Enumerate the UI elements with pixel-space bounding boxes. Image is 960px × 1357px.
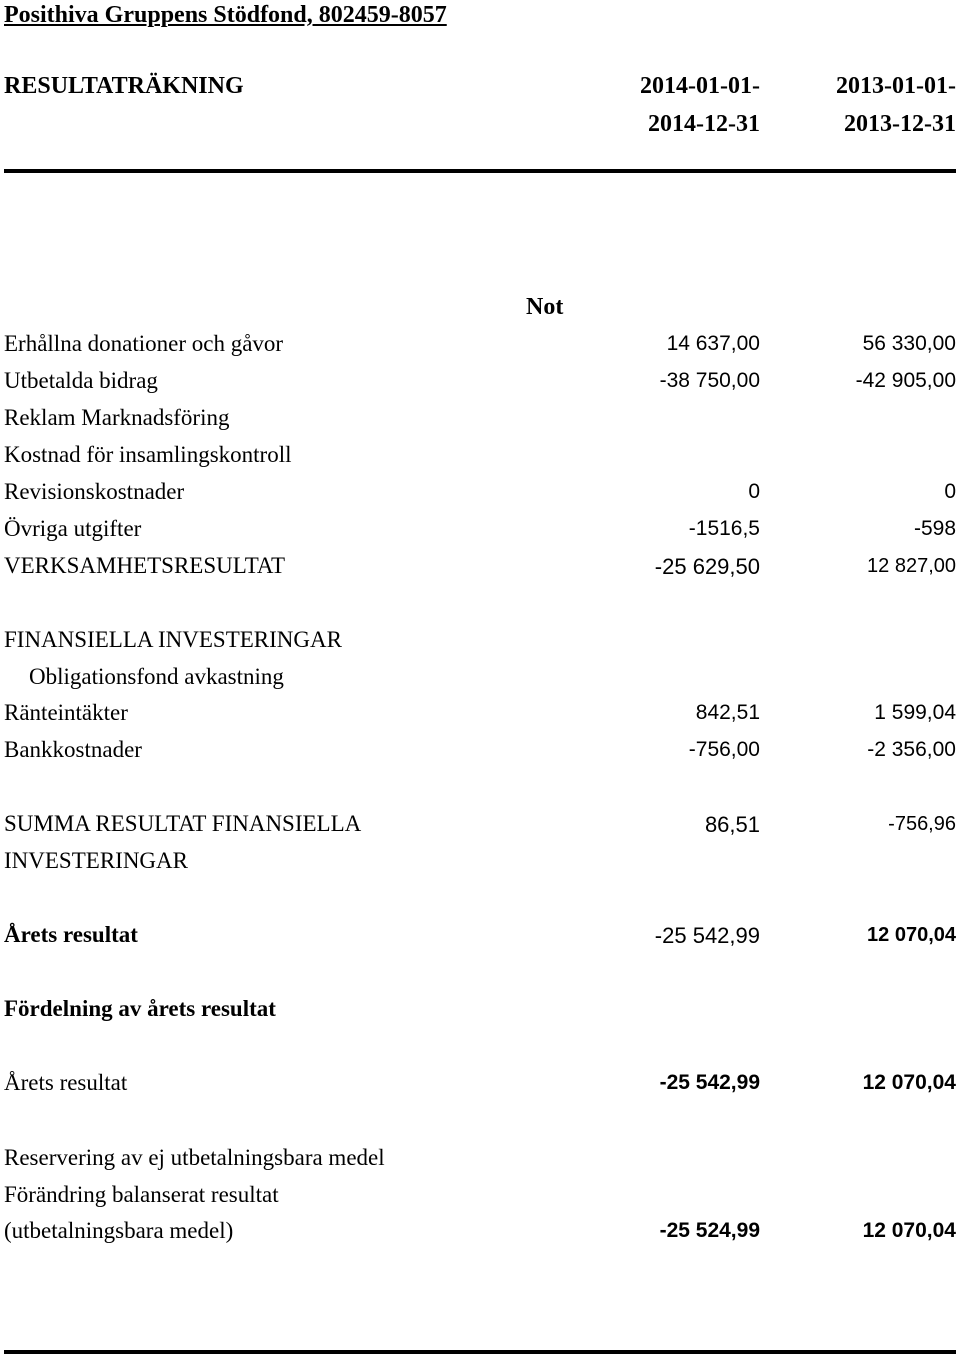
row-value-distribution-year-result-2014: -25 542,99 bbox=[659, 1071, 760, 1094]
footer-divider bbox=[4, 1350, 956, 1354]
company-title bbox=[4, 2, 447, 29]
row-value-grants-2013: -42 905,00 bbox=[855, 369, 956, 392]
row-value-change-2013: 12 070,04 bbox=[862, 1219, 956, 1242]
row-label-financial-total-line2: INVESTERINGAR bbox=[4, 848, 188, 873]
row-label-marketing: Reklam Marknadsföring bbox=[4, 405, 230, 430]
row-value-other-expenses-2014: -1516,5 bbox=[688, 517, 760, 540]
row-value-operating-result-2013: 12 827,00 bbox=[867, 555, 956, 577]
financial-investments-heading: FINANSIELLA INVESTERINGAR bbox=[4, 627, 342, 652]
row-value-interest-income-2013: 1 599,04 bbox=[874, 701, 956, 724]
period1-start: 2014-01-01- bbox=[640, 73, 760, 99]
row-value-other-expenses-2013: -598 bbox=[913, 517, 956, 540]
row-value-donations-2013: 56 330,00 bbox=[862, 332, 956, 355]
period1-end: 2014-12-31 bbox=[648, 111, 760, 137]
row-value-operating-result-2014: -25 629,50 bbox=[654, 554, 760, 579]
row-label-change-line1: Förändring balanserat resultat bbox=[4, 1182, 279, 1207]
row-label-change-line2: (utbetalningsbara medel) bbox=[4, 1218, 234, 1243]
note-column-header: Not bbox=[526, 294, 564, 320]
period2-end: 2013-12-31 bbox=[844, 111, 956, 137]
row-value-change-2014: -25 524,99 bbox=[659, 1219, 760, 1242]
row-label-other-expenses: Övriga utgifter bbox=[4, 516, 142, 541]
period2-start: 2013-01-01- bbox=[836, 73, 956, 99]
row-value-donations-2014: 14 637,00 bbox=[666, 332, 760, 355]
row-label-reserve: Reservering av ej utbetalningsbara medel bbox=[4, 1145, 385, 1170]
row-value-year-result-2013: 12 070,04 bbox=[867, 924, 956, 946]
row-value-interest-income-2014: 842,51 bbox=[695, 701, 760, 724]
row-label-operating-result: VERKSAMHETSRESULTAT bbox=[4, 553, 286, 578]
row-label-grants: Utbetalda bidrag bbox=[4, 368, 158, 393]
row-value-distribution-year-result-2013: 12 070,04 bbox=[862, 1071, 956, 1094]
row-value-year-result-2014: -25 542,99 bbox=[654, 923, 760, 948]
row-label-interest-income: Ränteintäkter bbox=[4, 700, 128, 725]
row-label-bond-fund: Obligationsfond avkastning bbox=[29, 664, 284, 689]
distribution-heading: Fördelning av årets resultat bbox=[4, 996, 276, 1021]
row-value-audit-2014: 0 bbox=[748, 480, 760, 503]
row-label-audit: Revisionskostnader bbox=[4, 479, 185, 504]
row-label-distribution-year-result: Årets resultat bbox=[4, 1070, 128, 1095]
header-divider bbox=[4, 169, 956, 173]
row-label-bank-costs: Bankkostnader bbox=[4, 737, 142, 762]
row-label-financial-total-line1: SUMMA RESULTAT FINANSIELLA bbox=[4, 811, 362, 836]
row-value-bank-costs-2014: -756,00 bbox=[688, 738, 760, 761]
row-value-financial-total-2013: -756,96 bbox=[888, 813, 956, 835]
row-value-bank-costs-2013: -2 356,00 bbox=[867, 738, 956, 761]
row-value-audit-2013: 0 bbox=[944, 480, 956, 503]
row-label-year-result: Årets resultat bbox=[4, 922, 138, 947]
row-value-financial-total-2014: 86,51 bbox=[704, 812, 760, 837]
row-value-grants-2014: -38 750,00 bbox=[659, 369, 760, 392]
row-label-donations: Erhållna donationer och gåvor bbox=[4, 331, 284, 356]
row-label-fundraising-control: Kostnad för insamlingskontroll bbox=[4, 442, 292, 467]
company-title-text: Posithiva Gruppens Stödfond, 802459-8057 bbox=[4, 2, 447, 28]
statement-title: RESULTATRÄKNING bbox=[4, 73, 244, 99]
